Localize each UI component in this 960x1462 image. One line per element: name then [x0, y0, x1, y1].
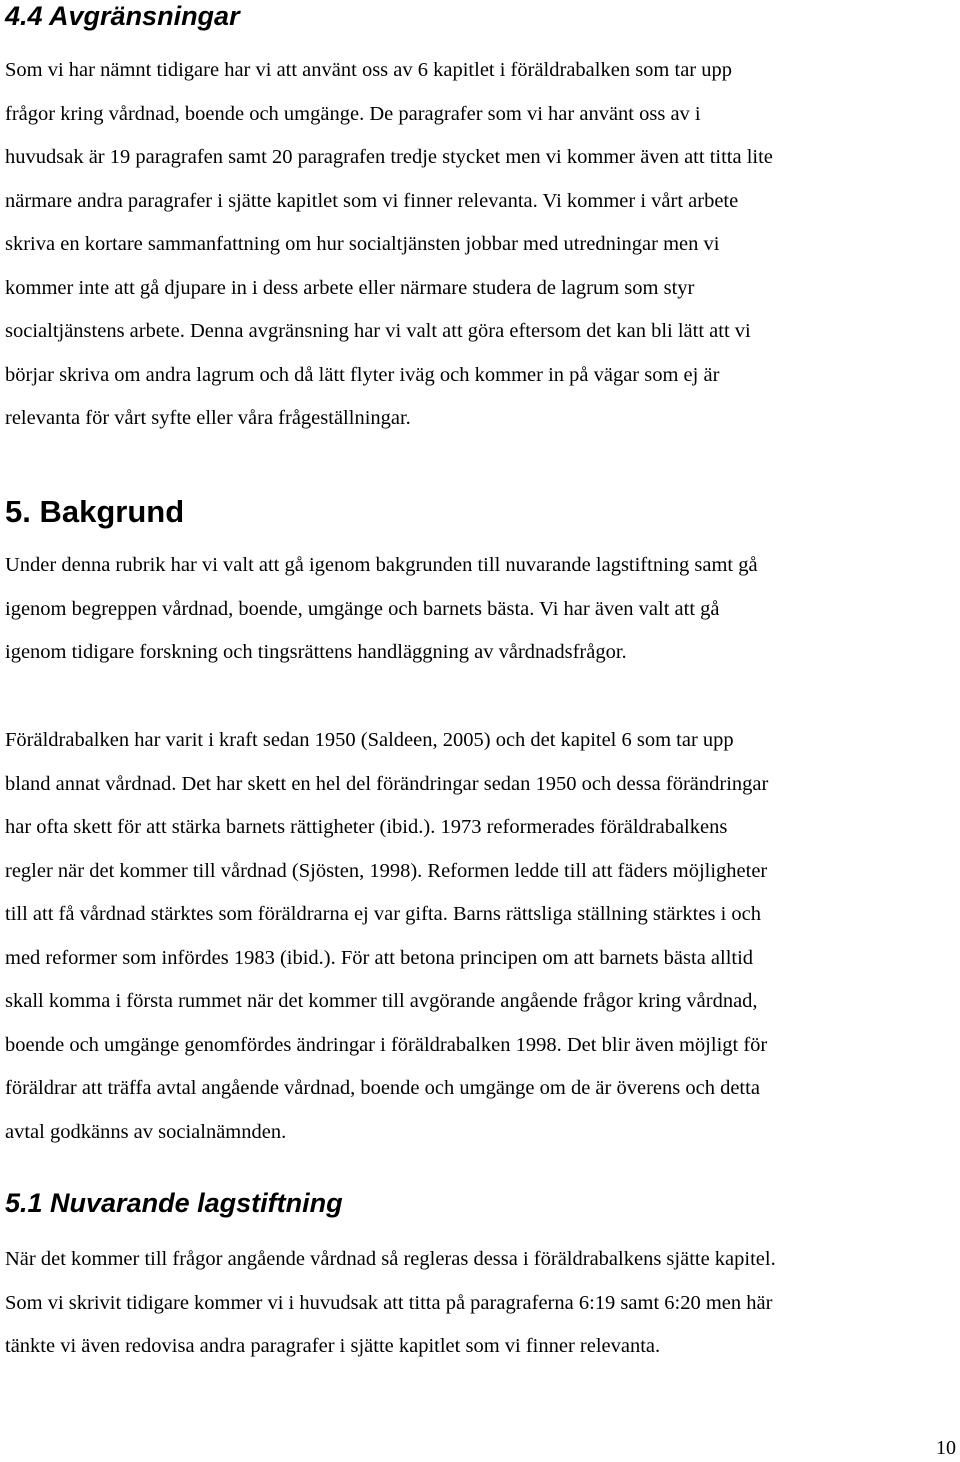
text-line: avtal godkänns av socialnämnden. [5, 1120, 287, 1143]
text-line: När det kommer till frågor angående vårdnad så regleras dessa i föräldrabalkens sjätte kapitel. [5, 1248, 776, 1270]
text-line: har ofta skett för att stärka barnets rättigheter (ibid.). 1973 reformerades föräldrabalkens [5, 816, 728, 838]
text-line: Som vi skrivit tidigare kommer vi i huvudsak att titta på paragraferna 6:19 samt 6:20 men här [5, 1291, 773, 1314]
text-line: föräldrar att träffa avtal angående vårdnad, boende och umgänge om de är överens och detta [5, 1077, 760, 1099]
text-line: relevanta för vårt syfte eller våra frågeställningar. [5, 407, 411, 429]
text-line: boende och umgänge genomfördes ändringar i föräldrabalken 1998. Det blir även möjligt för [5, 1033, 768, 1056]
section-heading-5-1: 5.1 Nuvarande lagstiftning [5, 1188, 343, 1218]
text-line: igenom tidigare forskning och tingsrättens handläggning av vårdnadsfrågor. [5, 641, 627, 663]
text-line: socialtjänstens arbete. Denna avgränsning har vi valt att göra eftersom det kan bli lätt att vi [5, 320, 751, 342]
text-line: börjar skriva om andra lagrum och då lätt flyter iväg och kommer in på vägar som ej är [5, 363, 720, 386]
section-heading-4-4: 4.4 Avgränsningar [5, 1, 240, 31]
text-line: närmare andra paragrafer i sjätte kapitlet som vi finner relevanta. Vi kommer i vårt arbete [5, 189, 739, 212]
text-line: skall komma i första rummet när det kommer till avgörande angående frågor kring vårdnad, [5, 990, 758, 1012]
text-line: med reformer som infördes 1983 (ibid.). För att betona principen om att barnets bästa alltid [5, 946, 754, 969]
text-line: kommer inte att gå djupare in i dess arbete eller närmare studera de lagrum som styr [5, 276, 695, 299]
text-line: frågor kring vårdnad, boende och umgänge. De paragrafer som vi har använt oss av i [5, 102, 701, 125]
section-heading-5: 5. Bakgrund [5, 494, 185, 529]
text-line: tänkte vi även redovisa andra paragrafer i sjätte kapitlet som vi finner relevanta. [5, 1335, 661, 1357]
section-5-1-paragraph [5, 1238, 776, 1369]
text-line: igenom begreppen vårdnad, boende, umgänge och barnets bästa. Vi har även valt att gå [5, 597, 720, 620]
text-line: skriva en kortare sammanfattning om hur socialtjänsten jobbar med utredningar men vi [5, 233, 720, 255]
section-5-paragraph-1 [5, 544, 758, 675]
text-line: Föräldrabalken har varit i kraft sedan 1950 (Saldeen, 2005) och det kapitel 6 som tar upp [5, 729, 734, 751]
text-line: bland annat vårdnad. Det har skett en hel del förändringar sedan 1950 och dessa förändringar [5, 772, 769, 795]
text-line: Som vi har nämnt tidigare har vi att använt oss av 6 kapitlet i föräldrabalken som tar upp [5, 59, 732, 81]
page-number: 10 [936, 1437, 956, 1459]
text-line: huvudsak är 19 paragrafen samt 20 paragrafen tredje stycket men vi kommer även att titta lite [5, 146, 773, 168]
section-5-paragraph-2 [5, 719, 768, 1154]
text-line: Under denna rubrik har vi valt att gå igenom bakgrunden till nuvarande lagstiftning samt gå [5, 554, 758, 576]
text-line: regler när det kommer till vårdnad (Sjösten, 1998). Reformen ledde till att fäders möjligheter [5, 859, 768, 882]
text-line: till att få vårdnad stärktes som föräldrarna ej var gifta. Barns rättsliga ställning stärktes i och [5, 903, 761, 925]
section-4-4-paragraph [5, 49, 773, 441]
